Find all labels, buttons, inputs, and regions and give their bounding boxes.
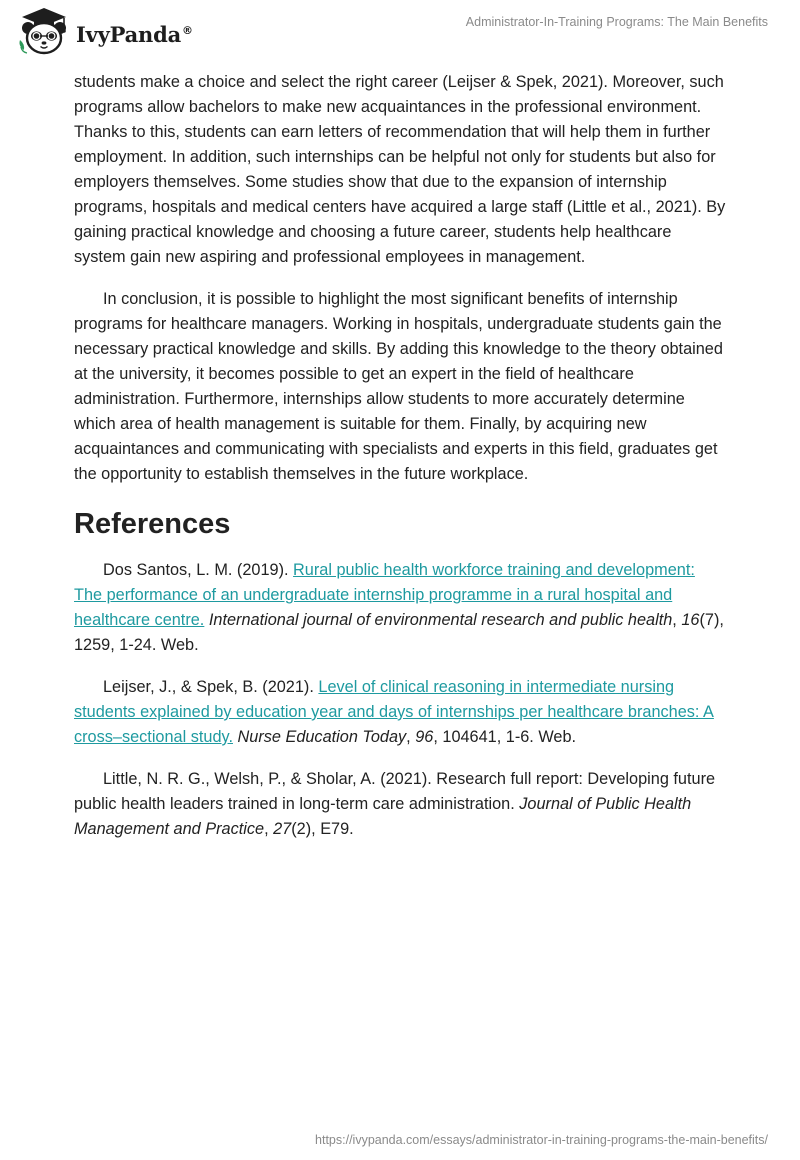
- reference-link[interactable]: Rural public health workforce training and development: The performance of an undergraduate internship programme in a rural hospital and healthcare centre.: [74, 561, 695, 629]
- references-heading: References: [74, 508, 231, 540]
- logo-text: IvyPanda®: [76, 21, 193, 47]
- reference-item: Little, N. R. G., Welsh, P., & Sholar, A. (2021). Research full report: Developing future public health leaders trained in long-term care administration. Journal of Public Health Management and Practice, 27(2), E79.: [74, 770, 716, 838]
- conclusion-paragraph: In conclusion, it is possible to highlight the most significant benefits of internship programs for healthcare managers. Working in hospitals, undergraduate students gain the necessary practical knowledge and skills. By adding this knowledge to the theory obtained at the university, it becomes possible to get an expert in the field of healthcare administration. Furthermore, internships allow students to more accurately determine which area of health management is suitable for them. Finally, by acquiring new acquaintances and communicating with specialists and experts in this field, graduates get the opportunity to establish themselves in the future workplace.: [74, 290, 723, 483]
- reference-link[interactable]: Level of clinical reasoning in intermediate nursing students explained by education year and days of internships per healthcare branches: A cross–sectional study.: [74, 678, 714, 746]
- document-title: Administrator-In-Training Programs: The Main Benefits: [465, 15, 768, 29]
- panda-graduate-icon: [14, 6, 74, 58]
- reference-item: Leijser, J., & Spek, B. (2021). Level of clinical reasoning in intermediate nursing students explained by education year and days of internships per healthcare branches: A cross–sectional study. Nurse Education Today, 96, 104641, 1-6. Web.: [74, 678, 714, 746]
- page-header: [0, 0, 800, 66]
- footer-url[interactable]: https://ivypanda.com/essays/administrator-in-training-programs-the-main-benefits/: [315, 1133, 768, 1147]
- essay-content: [74, 70, 726, 859]
- body-paragraph: students make a choice and select the right career (Leijser & Spek, 2021). Moreover, such programs allow bachelors to make new acquaintances in the professional environment. Thanks to this, students can earn letters of recommendation that will help them in further employment. In addition, such internships can be helpful not only for students but also for employers themselves. Some studies show that due to the expansion of internship programs, hospitals and medical centers have acquired a large staff (Little et al., 2021). By gaining practical knowledge and choosing a future career, students help healthcare system gain new aspiring and professional employees in management.: [74, 73, 726, 266]
- logo[interactable]: [14, 6, 193, 58]
- reference-item: Dos Santos, L. M. (2019). Rural public health workforce training and development: The performance of an undergraduate internship programme in a rural hospital and healthcare centre. International journal of environmental research and public health, 16(7), 1259, 1-24. Web.: [74, 561, 724, 654]
